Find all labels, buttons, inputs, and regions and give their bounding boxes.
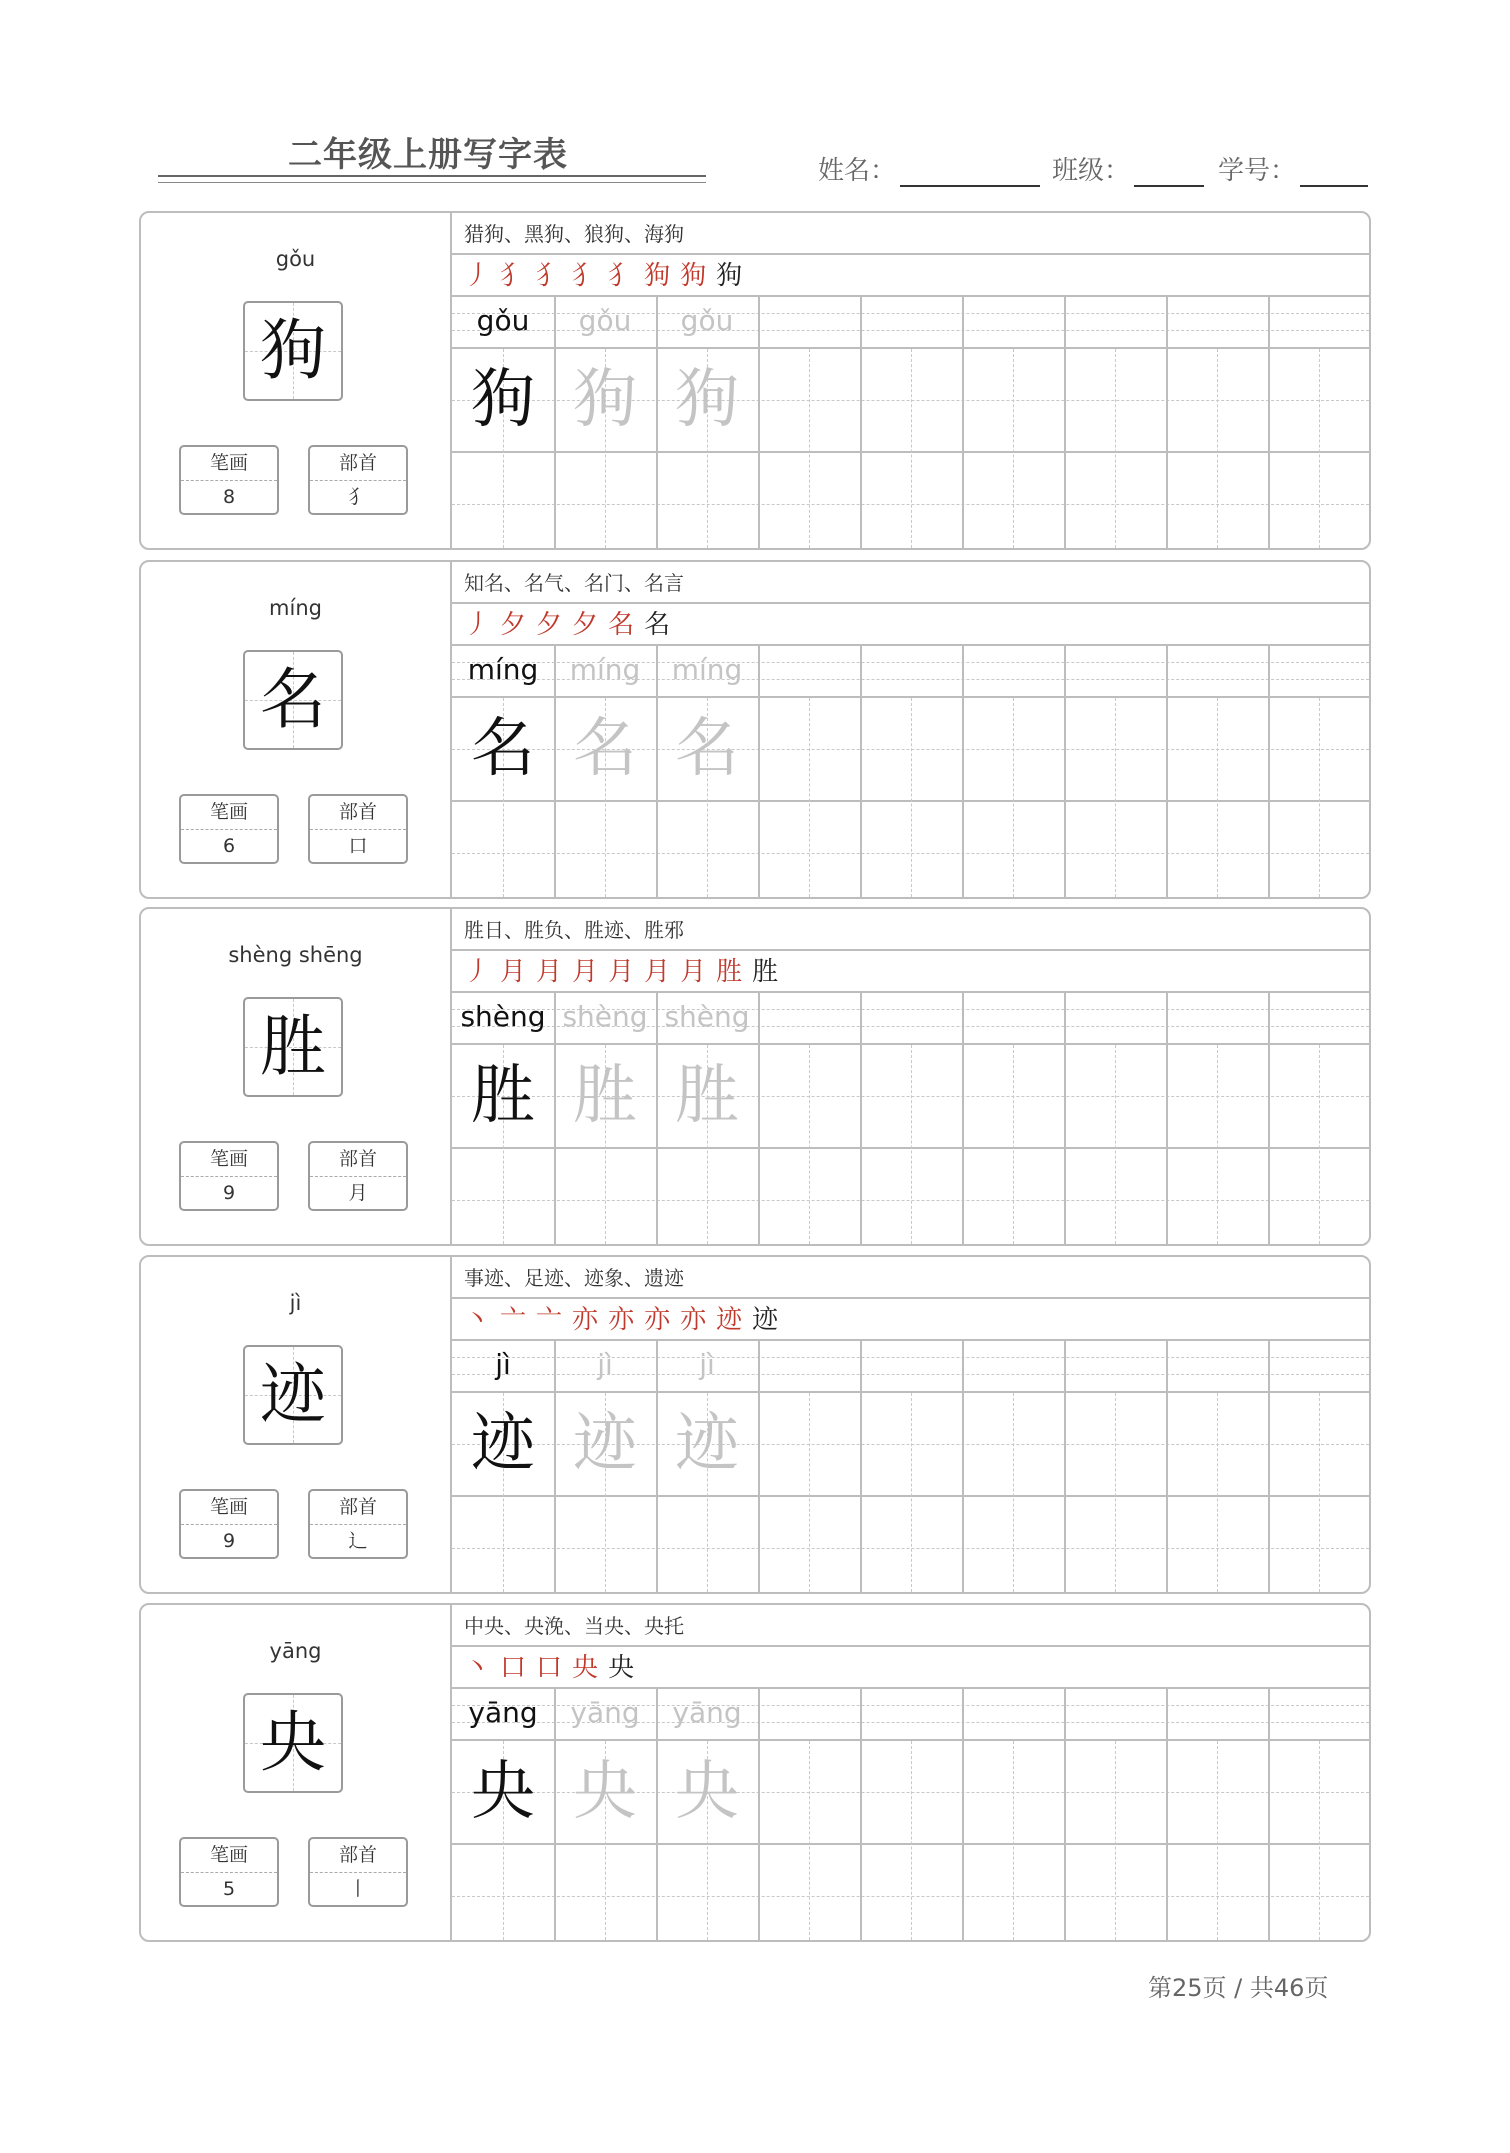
practice-character: 狗 bbox=[573, 363, 637, 437]
practice-character: 央 bbox=[675, 1755, 739, 1829]
example-words: 猎狗、黑狗、狼狗、海狗 bbox=[452, 213, 1369, 255]
practice-panel bbox=[452, 1257, 1369, 1592]
stroke-step: 夕 bbox=[500, 610, 537, 640]
character-box bbox=[243, 301, 343, 401]
stroke-step: 狗 bbox=[680, 261, 717, 291]
stroke-count-value: 5 bbox=[222, 1878, 236, 1900]
practice-character: 迹 bbox=[675, 1407, 739, 1481]
page-title: 二年级上册写字表 bbox=[288, 135, 568, 175]
practice-pinyin: yāng bbox=[672, 1696, 742, 1729]
radical-label: 部首 bbox=[310, 447, 406, 481]
character-glyph: 名 bbox=[260, 661, 326, 738]
radical-value: 丨 bbox=[348, 1878, 368, 1900]
radical-value: 犭 bbox=[348, 486, 368, 508]
practice-pinyin: shèng bbox=[460, 1000, 546, 1033]
character-pinyin: míng bbox=[269, 596, 322, 620]
character-info-panel bbox=[141, 1605, 452, 1940]
stroke-step: 犭 bbox=[500, 261, 537, 291]
character-glyph: 狗 bbox=[260, 312, 326, 389]
radical-value: 口 bbox=[348, 835, 368, 857]
stroke-step: 月 bbox=[608, 957, 645, 987]
example-words: 中央、央浼、当央、央托 bbox=[452, 1605, 1369, 1647]
stroke-count-value: 8 bbox=[222, 486, 236, 508]
stroke-step: 夕 bbox=[572, 610, 609, 640]
stroke-step: 亦 bbox=[572, 1305, 609, 1335]
stroke-step: 名 bbox=[644, 610, 681, 640]
practice-character: 央 bbox=[573, 1755, 637, 1829]
stroke-step: 亠 bbox=[536, 1305, 573, 1335]
practice-character: 名 bbox=[471, 712, 535, 786]
practice-character: 胜 bbox=[675, 1059, 739, 1133]
name-blank[interactable] bbox=[900, 157, 1040, 187]
writing-grid[interactable] bbox=[452, 646, 1369, 897]
stroke-count-box bbox=[179, 1141, 279, 1211]
character-info-panel bbox=[141, 1257, 452, 1592]
stroke-step: 夕 bbox=[536, 610, 573, 640]
stroke-step: 狗 bbox=[716, 261, 753, 291]
radical-box bbox=[308, 1489, 408, 1559]
practice-character: 胜 bbox=[573, 1059, 637, 1133]
stroke-count-box bbox=[179, 1837, 279, 1907]
stroke-order bbox=[452, 604, 1369, 646]
stroke-step: 亠 bbox=[500, 1305, 537, 1335]
stroke-order bbox=[452, 1647, 1369, 1689]
stroke-count-box bbox=[179, 445, 279, 515]
character-card bbox=[139, 560, 1371, 899]
example-words: 知名、名气、名门、名言 bbox=[452, 562, 1369, 604]
practice-pinyin: yāng bbox=[570, 1696, 640, 1729]
practice-panel bbox=[452, 909, 1369, 1244]
character-card bbox=[139, 907, 1371, 1246]
stroke-step: 胜 bbox=[752, 957, 789, 987]
radical-box bbox=[308, 1141, 408, 1211]
stroke-count-label: 笔画 bbox=[181, 1143, 277, 1177]
stroke-count-value: 6 bbox=[222, 835, 236, 857]
character-glyph: 胜 bbox=[260, 1008, 326, 1085]
stroke-step: 迹 bbox=[716, 1305, 753, 1335]
radical-box bbox=[308, 794, 408, 864]
practice-character: 央 bbox=[471, 1755, 535, 1829]
stroke-order bbox=[452, 1299, 1369, 1341]
stroke-count-label: 笔画 bbox=[181, 1839, 277, 1873]
stroke-step: 犭 bbox=[608, 261, 645, 291]
character-info-panel bbox=[141, 909, 452, 1244]
radical-label: 部首 bbox=[310, 1839, 406, 1873]
radical-box bbox=[308, 1837, 408, 1907]
practice-pinyin: jì bbox=[597, 1348, 613, 1381]
practice-pinyin: jì bbox=[495, 1348, 511, 1381]
character-box bbox=[243, 650, 343, 750]
writing-grid[interactable] bbox=[452, 297, 1369, 548]
stroke-count-label: 笔画 bbox=[181, 796, 277, 830]
practice-pinyin: yāng bbox=[468, 1696, 538, 1729]
stroke-count-label: 笔画 bbox=[181, 1491, 277, 1525]
radical-label: 部首 bbox=[310, 1491, 406, 1525]
practice-pinyin: gǒu bbox=[476, 304, 530, 337]
character-card bbox=[139, 211, 1371, 550]
practice-character: 狗 bbox=[471, 363, 535, 437]
stroke-step: 央 bbox=[608, 1653, 645, 1683]
stroke-step: 口 bbox=[536, 1653, 573, 1683]
stroke-step: 口 bbox=[500, 1653, 537, 1683]
stroke-step: 犭 bbox=[536, 261, 573, 291]
character-pinyin: gǒu bbox=[275, 247, 316, 271]
stroke-step: 丶 bbox=[464, 1305, 501, 1335]
number-label: 学号： bbox=[1218, 156, 1297, 186]
stroke-order bbox=[452, 255, 1369, 297]
class-blank[interactable] bbox=[1134, 157, 1204, 187]
writing-grid[interactable] bbox=[452, 1689, 1369, 1940]
stroke-count-value: 9 bbox=[222, 1530, 236, 1552]
practice-pinyin: míng bbox=[671, 653, 743, 686]
stroke-step: 丿 bbox=[464, 261, 501, 291]
stroke-step: 亦 bbox=[644, 1305, 681, 1335]
title-underline bbox=[158, 175, 706, 177]
character-glyph: 央 bbox=[260, 1704, 326, 1781]
stroke-step: 月 bbox=[500, 957, 537, 987]
character-pinyin: yāng bbox=[269, 1639, 322, 1663]
character-box bbox=[243, 997, 343, 1097]
character-info-panel bbox=[141, 562, 452, 897]
stroke-count-box bbox=[179, 1489, 279, 1559]
character-pinyin: jì bbox=[289, 1291, 302, 1315]
character-pinyin: shèng shēng bbox=[228, 943, 363, 967]
practice-pinyin: míng bbox=[467, 653, 539, 686]
title-underline-thin bbox=[158, 182, 706, 183]
stroke-step: 央 bbox=[572, 1653, 609, 1683]
character-card bbox=[139, 1255, 1371, 1594]
stroke-step: 迹 bbox=[752, 1305, 789, 1335]
radical-value: 辶 bbox=[348, 1530, 368, 1552]
stroke-step: 狗 bbox=[644, 261, 681, 291]
practice-pinyin: jì bbox=[699, 1348, 715, 1381]
stroke-step: 月 bbox=[536, 957, 573, 987]
page-number: 第25页 / 共46页 bbox=[1148, 1974, 1329, 2002]
practice-panel bbox=[452, 562, 1369, 897]
writing-grid[interactable] bbox=[452, 1341, 1369, 1592]
character-card bbox=[139, 1603, 1371, 1942]
practice-pinyin: shèng bbox=[562, 1000, 648, 1033]
stroke-step: 名 bbox=[608, 610, 645, 640]
character-glyph: 迹 bbox=[260, 1356, 326, 1433]
radical-box bbox=[308, 445, 408, 515]
stroke-step: 月 bbox=[644, 957, 681, 987]
radical-label: 部首 bbox=[310, 796, 406, 830]
stroke-step: 丿 bbox=[464, 610, 501, 640]
class-label: 班级： bbox=[1052, 156, 1131, 186]
practice-pinyin: míng bbox=[569, 653, 641, 686]
practice-character: 狗 bbox=[675, 363, 739, 437]
practice-character: 名 bbox=[675, 712, 739, 786]
radical-value: 月 bbox=[348, 1182, 368, 1204]
practice-character: 迹 bbox=[471, 1407, 535, 1481]
stroke-order bbox=[452, 951, 1369, 993]
example-words: 胜日、胜负、胜迹、胜邪 bbox=[452, 909, 1369, 951]
stroke-step: 胜 bbox=[716, 957, 753, 987]
character-box bbox=[243, 1693, 343, 1793]
stroke-step: 月 bbox=[680, 957, 717, 987]
character-info-panel bbox=[141, 213, 452, 548]
practice-pinyin: gǒu bbox=[578, 304, 632, 337]
stroke-step: 亦 bbox=[608, 1305, 645, 1335]
writing-grid[interactable] bbox=[452, 993, 1369, 1244]
name-label: 姓名： bbox=[818, 156, 897, 186]
example-words: 事迹、足迹、迹象、遗迹 bbox=[452, 1257, 1369, 1299]
practice-character: 胜 bbox=[471, 1059, 535, 1133]
stroke-step: 亦 bbox=[680, 1305, 717, 1335]
stroke-step: 犭 bbox=[572, 261, 609, 291]
radical-label: 部首 bbox=[310, 1143, 406, 1177]
stroke-count-label: 笔画 bbox=[181, 447, 277, 481]
stroke-step: 月 bbox=[572, 957, 609, 987]
class-field[interactable] bbox=[1052, 150, 1204, 187]
practice-character: 名 bbox=[573, 712, 637, 786]
stroke-count-value: 9 bbox=[222, 1182, 236, 1204]
character-box bbox=[243, 1345, 343, 1445]
stroke-step: 丶 bbox=[464, 1653, 501, 1683]
practice-character: 迹 bbox=[573, 1407, 637, 1481]
stroke-count-box bbox=[179, 794, 279, 864]
practice-pinyin: gǒu bbox=[680, 304, 734, 337]
number-blank[interactable] bbox=[1300, 157, 1368, 187]
practice-panel bbox=[452, 213, 1369, 548]
name-field[interactable] bbox=[818, 150, 1040, 187]
practice-pinyin: shèng bbox=[664, 1000, 750, 1033]
number-field[interactable] bbox=[1218, 150, 1368, 187]
practice-panel bbox=[452, 1605, 1369, 1940]
stroke-step: 丿 bbox=[464, 957, 501, 987]
